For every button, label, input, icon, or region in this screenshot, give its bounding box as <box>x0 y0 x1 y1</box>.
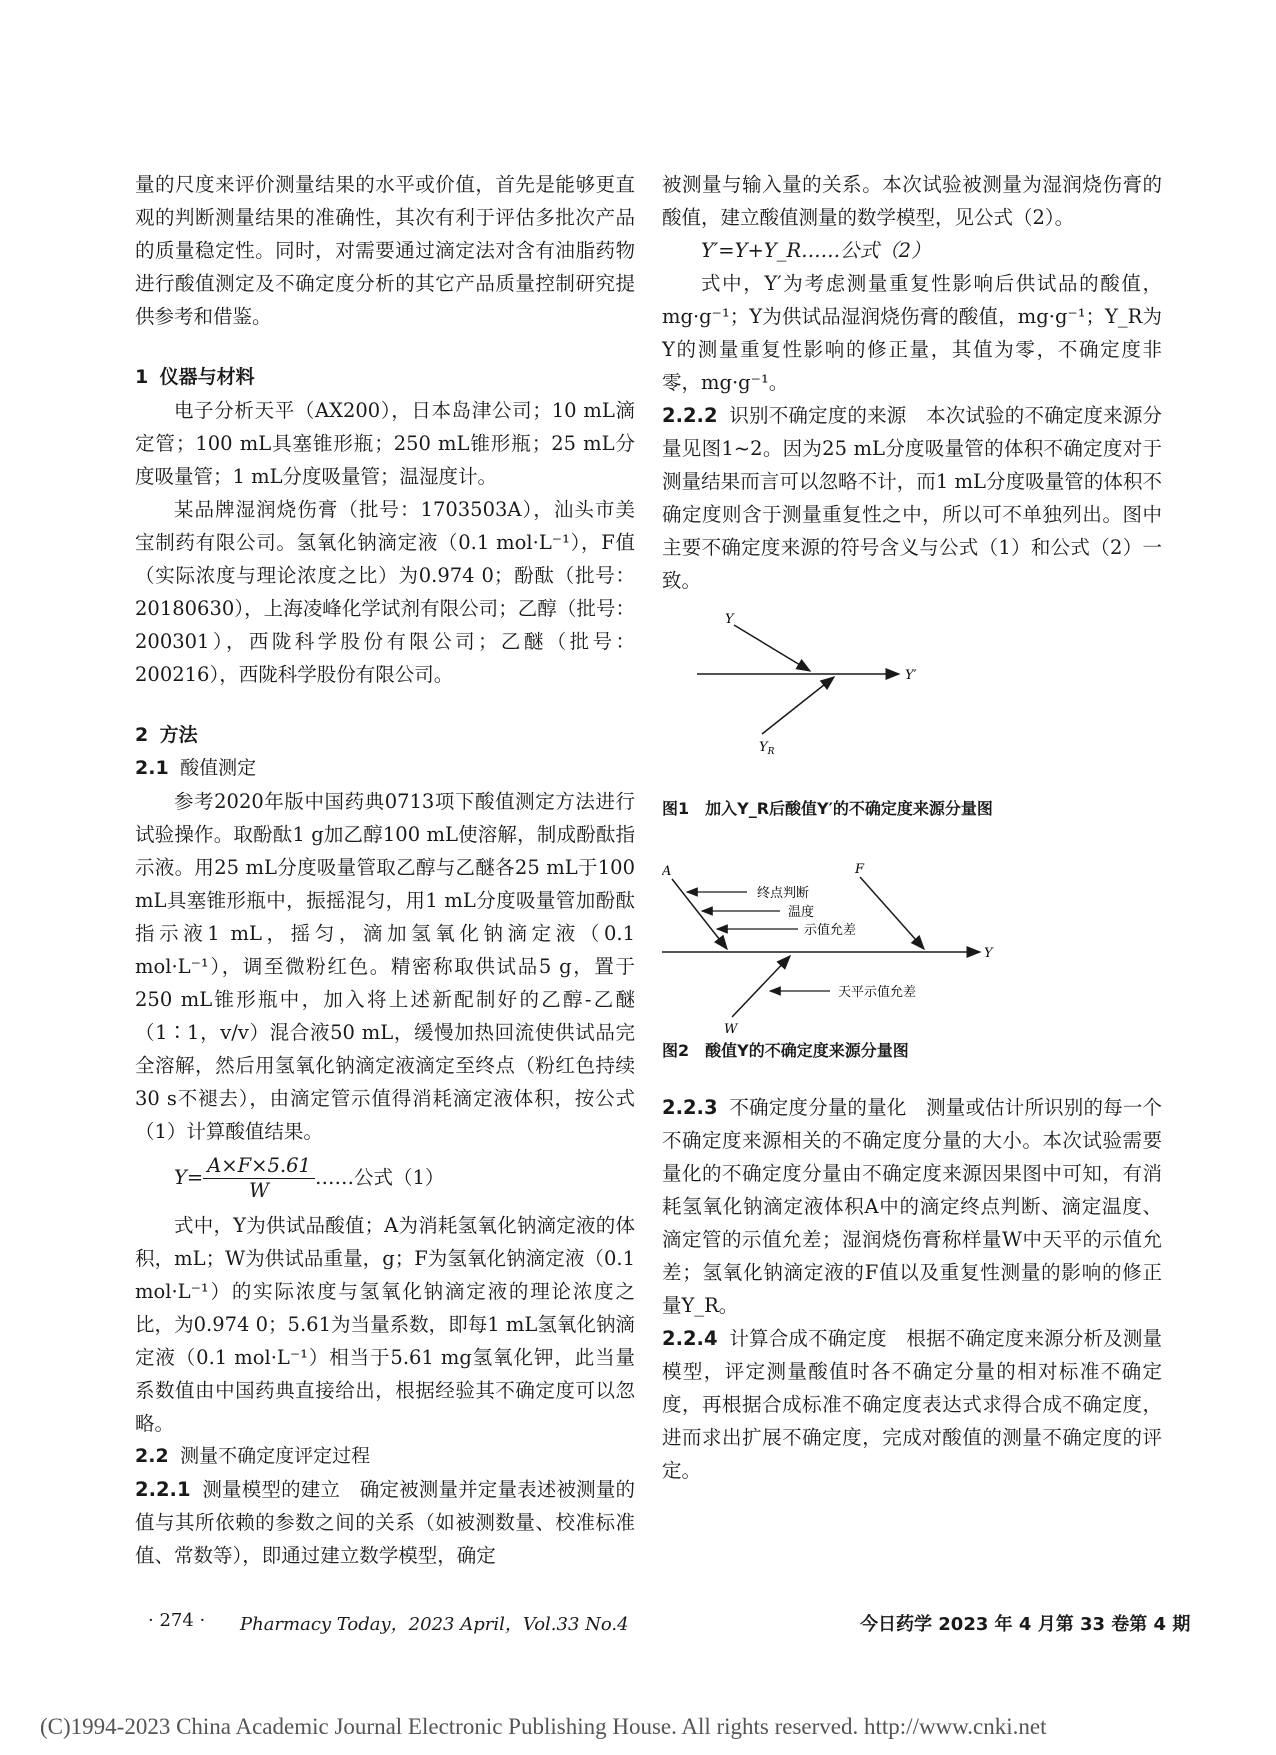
right-column <box>662 168 1162 1487</box>
journal-name-en: Pharmacy Today，2023 April，Vol.33 No.4 <box>240 1614 629 1635</box>
figure-1-diagram <box>662 607 1162 797</box>
paragraph: 式中，Y′为考虑测量重复性影响后供试品的酸值，mg·g⁻¹；Y为供试品湿润烧伤膏的酸值，mg·g⁻¹；Y_R为Y的测量重复性影响的修正量，其值为零，不确定度非零，mg·g⁻¹。 <box>662 272 1162 394</box>
section-heading: 1 仪器与材料 <box>135 366 255 388</box>
branch-endpoint: 终点判断 <box>757 886 810 901</box>
label-y: Y <box>984 946 993 961</box>
figure-1-caption: 图1 加入Y_R后酸值Y′的不确定度来源分量图 <box>662 799 993 818</box>
label-y: Y <box>725 612 734 627</box>
figure-2-caption: 图2 酸值Y的不确定度来源分量图 <box>662 1041 909 1060</box>
label-w: W <box>724 1022 738 1037</box>
left-column <box>135 168 635 1572</box>
paragraph: 式中，Y为供试品酸值；A为消耗氢氧化钠滴定液的体积，mL；W为供试品重量，g；F为氢氧化钠滴定液（0.1 mol·L⁻¹）的实际浓度与氢氧化钠滴定液的理论浓度之比，为0.974 0；5.61为当量系数，即每1 mL氢氧化钠滴定液（0.1 mol·L⁻¹）相当于5.61 mg氢氧化钾，此当量系数值由中国药典直接给出，根据经验其不确定度可以忽略。 <box>135 1214 635 1435</box>
formula-1: Y= $\frac{A\times F\times 5.61}{W}$ ……公式（1） <box>174 1154 445 1202</box>
branch-tolerance: 示值允差 <box>804 923 857 938</box>
paragraph: 某品牌湿润烧伤膏（批号：1703503A），汕头市美宝制药有限公司。氢氧化钠滴定液（0.1 mol·L⁻¹），F值（实际浓度与理论浓度之比）为0.974 0；酚酞（批号：20180630），上海凌峰化学试剂有限公司；乙醇（批号：200301），西陇科学股份有限公司；乙醚（批号：200216），西陇科学股份有限公司。 <box>135 498 635 686</box>
figure-2 <box>662 849 1162 1039</box>
branch-balance-tolerance: 天平示值允差 <box>838 985 917 1000</box>
paragraph: 2.2.2 识别不确定度的来源 本次试验的不确定度来源分量见图1~2。因为25 mL分度吸量管的体积不确定度对于测量结果而言可以忽略不计，而1 mL分度吸量管的体积不确定度则含于测量重复性之中，所以可不单独列出。图中主要不确定度来源的符号含义与公式（1）和公式（2）一致。 <box>662 404 1162 592</box>
journal-name-cn: 今日药学 2023 年 4 月第 33 卷第 4 期 <box>860 1614 1191 1635</box>
section-heading: 2 方法 <box>135 724 198 746</box>
subsection-heading: 2.1 酸值测定 <box>135 757 257 779</box>
label-f: F <box>855 862 865 877</box>
copyright-notice: (C)1994-2023 China Academic Journal Electronic Publishing House. All rights reserved. http://www.cnki.net <box>40 1714 1047 1739</box>
paragraph: 量的尺度来评价测量结果的水平或价值，首先是能够更直观的判断测量结果的准确性，其次有利于评估多批次产品的质量稳定性。同时，对需要通过滴定法对含有油脂药物进行酸值测定及不确定度分析的其它产品质量控制研究提供参考和借鉴。 <box>135 173 635 328</box>
label-y-prime: Y′ <box>905 668 917 683</box>
label-a: A <box>662 864 672 879</box>
paragraph: 2.2.4 计算合成不确定度 根据不确定度来源分析及测量模型，评定测量酸值时各不确定分量的相对标准不确定度，再根据合成标准不确定度表达式求得合成不确定度，进而求出扩展不确定度，完成对酸值的测量不确定度的评定。 <box>662 1327 1162 1482</box>
page-number: · 274 · <box>148 1610 206 1631</box>
figure-1 <box>662 607 1162 797</box>
figure-2-diagram <box>662 849 1162 1039</box>
paragraph: 2.2.1 测量模型的建立 确定被测量并定量表述被测量的值与其所依赖的参数之间的关系（如被测数量、校准标准值、常数等），即通过建立数学模型，确定 <box>135 1478 635 1567</box>
paragraph: 参考2020年版中国药典0713项下酸值测定方法进行试验操作。取酚酞1 g加乙醇100 mL使溶解，制成酚酞指示液。用25 mL分度吸量管取乙醇与乙醚各25 mL于100 mL具塞锥形瓶中，振摇混匀，用1 mL分度吸量管加酚酞指示液1 mL，摇匀，滴加氢氧化钠滴定液（0.1 mol·L⁻¹），调至微粉红色。精密称取供试品5 g，置于250 mL锥形瓶中，加入将上述新配制好的乙醇-乙醚（1∶1，v/v）混合液50 mL，缓慢加热回流使供试品完全溶解，然后用氢氧化钠滴定液滴定至终点（粉红色持续30 s不褪去），由滴定管示值得消耗滴定液体积，按公式（1）计算酸值结果。 <box>135 790 635 1143</box>
fraction: $\frac{A\times F\times 5.61}{W}$ <box>203 1154 315 1203</box>
paragraph: 2.2.3 不确定度分量的量化 测量或估计所识别的每一个不确定度来源相关的不确定度分量的大小。本次试验需要量化的不确定度分量由不确定度来源因果图中可知，有消耗氢氧化钠滴定液体积A中的滴定终点判断、滴定温度、滴定管的示值允差；湿润烧伤膏称样量W中天平的示值允差；氢氧化钠滴定液的F值以及重复性测量的影响的修正量Y_R。 <box>662 1096 1162 1317</box>
paragraph: 被测量与输入量的关系。本次试验被测量为湿润烧伤膏的酸值，建立酸值测量的数学模型，见公式（2）。 <box>662 173 1162 229</box>
branch-temperature: 温度 <box>788 905 815 920</box>
subsection-heading: 2.2 测量不确定度评定过程 <box>135 1445 371 1467</box>
label-yr: $Y_R$ <box>759 740 775 757</box>
formula-2: Y′=Y+Y_R……公式（2） <box>701 239 931 262</box>
paragraph: 电子分析天平（AX200），日本岛津公司；10 mL滴定管；100 mL具塞锥形瓶；250 mL锥形瓶；25 mL分度吸量管；1 mL分度吸量管；温湿度计。 <box>135 399 635 488</box>
